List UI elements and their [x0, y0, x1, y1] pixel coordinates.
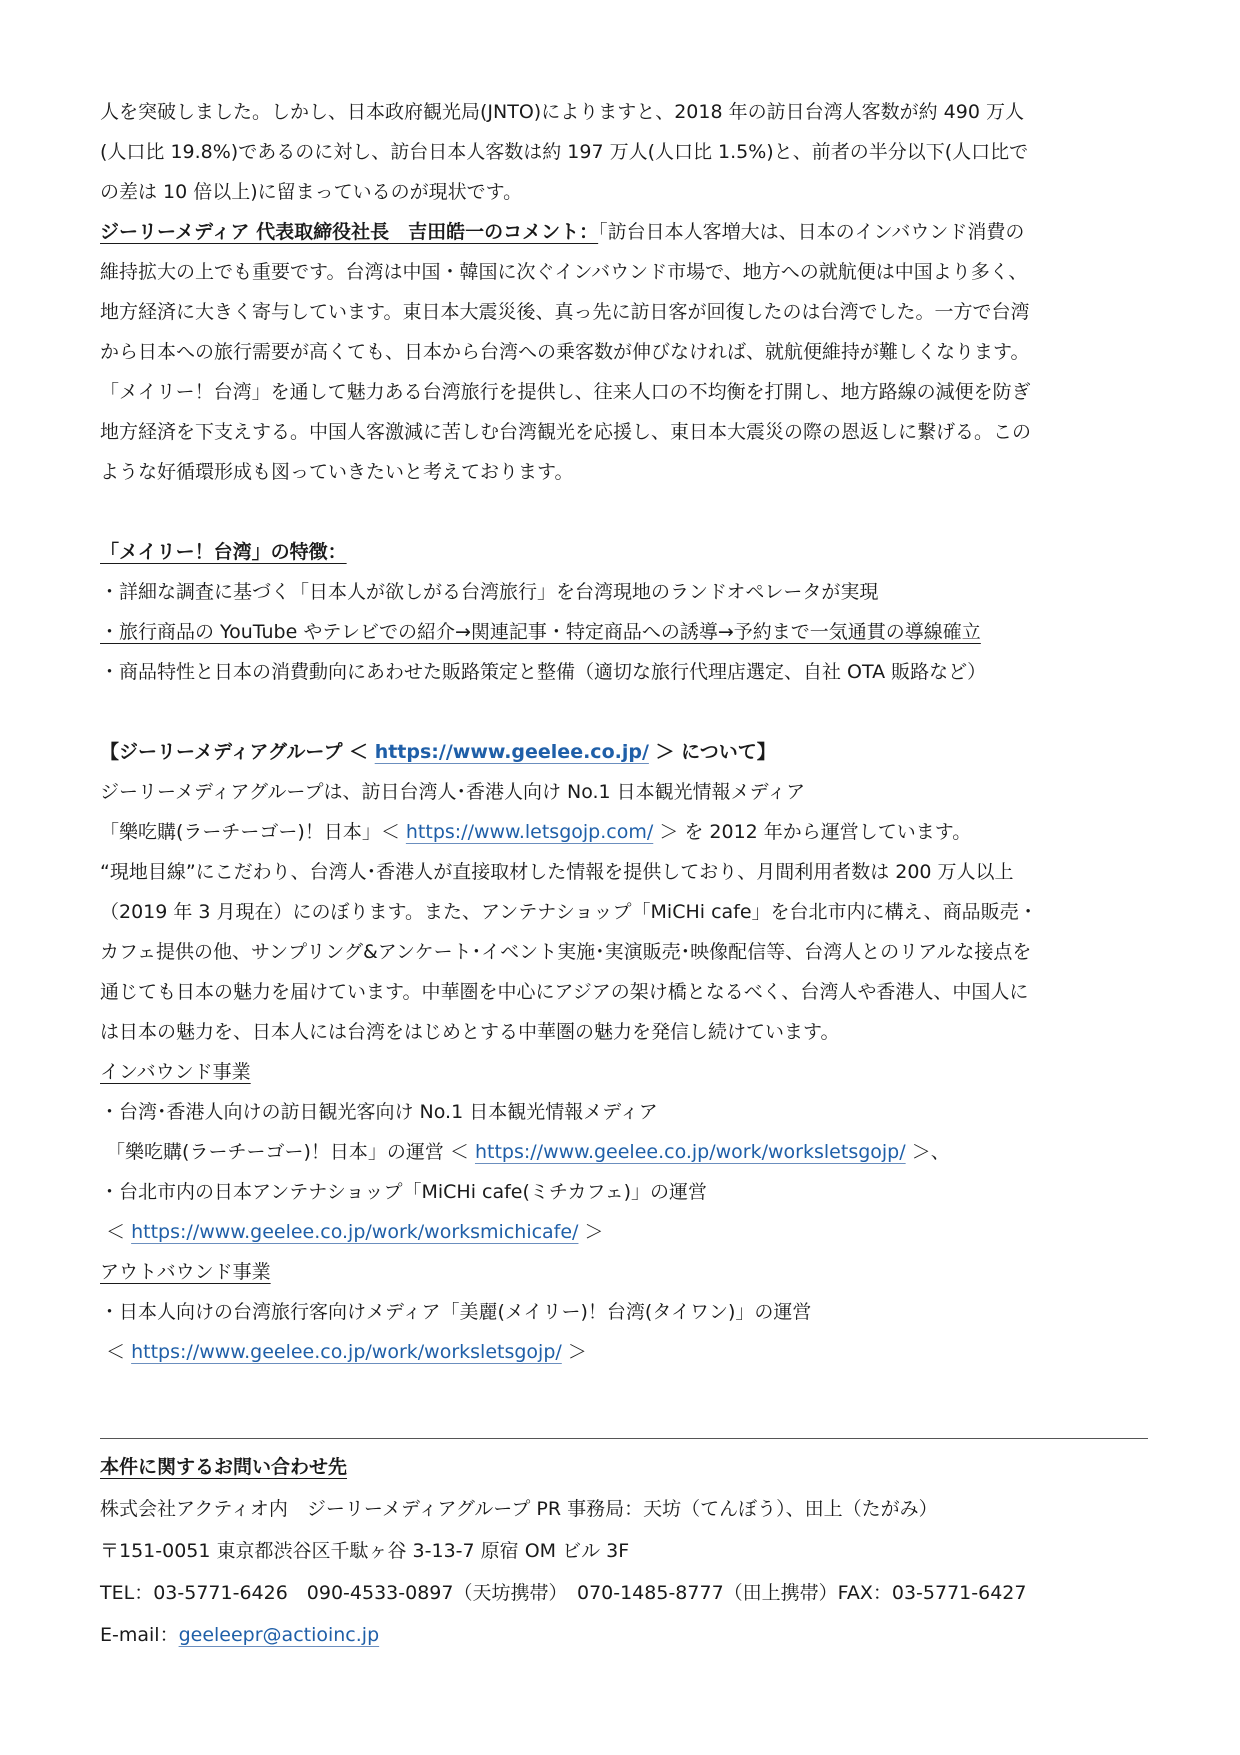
comment-line-3: 地方経済に大きく寄与しています。東日本大震災後、真っ先に訪日客が回復したのは台湾でした。一方で台湾 [100, 301, 1030, 323]
group-line-7: は日本の魅力を、日本人には台湾をはじめとする中華圏の魅力を発信し続けています。 [100, 1021, 840, 1043]
outbound-item-1: ・日本人向けの台湾旅行客向けメディア「美麗(メイリー)！台湾(タイワン)」の運営 [100, 1301, 812, 1323]
group-line-2-post: ＞ を 2012 年から運営しています。 [659, 821, 972, 843]
comment-line-5: 「メイリー！台湾」を通して魅力ある台湾旅行を提供し、往来人口の不均衡を打開し、地方路線の減便を防ぎ [100, 381, 1031, 403]
inbound-item-2-pre: 「樂吃購(ラーチーゴー)！日本」の運営 ＜ [106, 1141, 469, 1163]
intro-line-2: (人口比 19.8%)であるのに対し、訪台日本人客数は約 197 万人(人口比 1.5%)と、前者の半分以下(人口比で [100, 141, 1029, 163]
contact-heading-line [100, 1446, 1150, 1488]
feature-item-text: ・旅行商品の YouTube やテレビでの紹介→関連記事・特定商品への誘導→予約まで一気通貫の導線確立 [100, 621, 981, 643]
comment-line-2: 維持拡大の上でも重要です。台湾は中国・韓国に次ぐインバウンド市場で、地方への就航便は中国より多く、 [100, 261, 1028, 283]
contact-address: 〒151-0051 東京都渋谷区千駄ヶ谷 3-13-7 原宿 OM ビル 3F [100, 1540, 630, 1562]
outbound-heading-line [100, 1252, 1150, 1292]
group-heading-post: ＞ について】 [655, 741, 776, 763]
geelee-home-link[interactable]: https://www.geelee.co.jp/ [374, 741, 649, 763]
contact-heading: 本件に関するお問い合わせ先 [100, 1456, 348, 1478]
outbound-item-2 [100, 1332, 1150, 1372]
inbound-item-1: ・台湾･香港人向けの訪日観光客向け No.1 日本観光情報メディア [100, 1101, 658, 1123]
group-line-4: （2019 年 3 月現在）にのぼります。また、アンテナショップ「MiCHi cafe」を台北市内に構え、商品販売・ [100, 901, 1038, 923]
comment-text-1: 「訪台日本人客増大は、日本のインバウンド消費の [598, 221, 1025, 243]
group-line-5: カフェ提供の他、サンプリング&アンケート･イベント実施･実演販売･映像配信等、台湾人とのリアルな接点を [100, 941, 1032, 963]
inbound-item-3: ・台北市内の日本アンテナショップ「MiCHi cafe(ミチカフェ)」の運営 [100, 1181, 707, 1203]
contact-line-1: 株式会社アクティオ内 ジーリーメディアグループ PR 事務局：天坊（てんぼう）、田上（たがみ） [100, 1498, 938, 1520]
contact-section [100, 1446, 1150, 1656]
comment-line-1 [100, 212, 1150, 252]
document-body [100, 92, 1150, 1372]
outbound-item-2-pre: ＜ [106, 1341, 126, 1363]
outbound-item-2-post: ＞ [567, 1341, 587, 1363]
inbound-item-2-post: ＞、 [911, 1141, 950, 1163]
spacer [100, 492, 1150, 532]
outbound-heading: アウトバウンド事業 [100, 1261, 271, 1283]
intro-line-1: 人を突破しました。しかし、日本政府観光局(JNTO)によりますと、2018 年の訪日台湾人客数が約 490 万人 [100, 101, 1024, 123]
comment-line-4: から日本への旅行需要が高くても、日本から台湾への乗客数が伸びなければ、就航便維持が難しくなります。 [100, 341, 1030, 363]
inbound-heading-line [100, 1052, 1150, 1092]
features-heading: 「メイリー！台湾」の特徴： [100, 541, 347, 563]
comment-line-6: 地方経済を下支えする。中国人客激減に苦しむ台湾観光を応援し、東日本大震災の際の恩返しに繋げる。この [100, 421, 1032, 443]
spacer [100, 692, 1150, 732]
contact-email-line [100, 1614, 1150, 1656]
inbound-item-4-pre: ＜ [106, 1221, 126, 1243]
divider [100, 1438, 1148, 1439]
letsgojp-link[interactable]: https://www.letsgojp.com/ [405, 821, 654, 843]
outbound-worksletsgojp-link[interactable]: https://www.geelee.co.jp/work/worksletsgojp/ [131, 1341, 562, 1363]
worksletsgojp-link[interactable]: https://www.geelee.co.jp/work/worksletsgojp/ [474, 1141, 906, 1163]
features-heading-line [100, 532, 1150, 572]
group-line-3: “現地目線”にこだわり、台湾人･香港人が直接取材した情報を提供しており、月間利用者数は 200 万人以上 [100, 861, 1014, 883]
group-heading [100, 732, 1150, 772]
contact-phone: TEL：03-5771-6426 090-4533-0897（天坊携帯） 070-1485-8777（田上携帯）FAX：03-5771-6427 [100, 1582, 1027, 1604]
comment-line-7: ような好循環形成も図っていきたいと考えております。 [100, 461, 574, 483]
group-line-2-pre: 「樂吃購(ラーチーゴー)！日本」＜ [100, 821, 400, 843]
inbound-item-4-post: ＞ [584, 1221, 604, 1243]
group-heading-pre: 【ジーリーメディアグループ ＜ [100, 741, 369, 763]
inbound-heading: インバウンド事業 [100, 1061, 251, 1083]
group-line-6: 通じても日本の魅力を届けています。中華圏を中心にアジアの架け橋となるべく、台湾人や香港人、中国人に [100, 981, 1029, 1003]
comment-heading: ジーリーメディア 代表取締役社長 吉田皓一のコメント： [100, 221, 599, 243]
email-link[interactable]: geeleepr@actioinc.jp [178, 1624, 380, 1646]
intro-line-3: の差は 10 倍以上)に留まっているのが現状です。 [100, 181, 523, 203]
email-label: E-mail： [100, 1624, 179, 1646]
feature-item: ・詳細な調査に基づく「日本人が欲しがる台湾旅行」を台湾現地のランドオペレータが実現 [100, 581, 879, 603]
feature-item: ・商品特性と日本の消費動向にあわせた販路策定と整備（適切な旅行代理店選定、自社 OTA 販路など） [100, 661, 987, 683]
group-line-1: ジーリーメディアグループは、訪日台湾人･香港人向け No.1 日本観光情報メディア [100, 781, 806, 803]
inbound-item-2 [100, 1132, 1150, 1172]
feature-item [100, 612, 1150, 652]
inbound-item-4 [100, 1212, 1150, 1252]
group-line-2 [100, 812, 1150, 852]
worksmichicafe-link[interactable]: https://www.geelee.co.jp/work/worksmichicafe/ [131, 1221, 579, 1243]
